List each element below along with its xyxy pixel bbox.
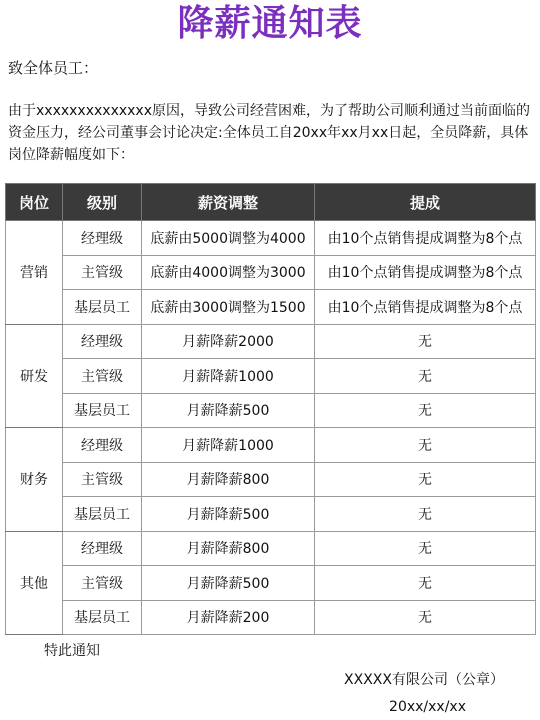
level-cell: 基层员工 [63,290,142,325]
level-cell: 经理级 [63,324,142,359]
salary-cell: 月薪降薪800 [142,462,315,497]
table-row [6,290,536,325]
salary-cell: 月薪降薪500 [142,393,315,428]
dept-cell: 财务 [6,428,63,532]
table-row [6,462,536,497]
commission-cell: 无 [315,324,536,359]
table-row [6,531,536,566]
salary-cell: 月薪降薪500 [142,566,315,601]
header-position: 岗位 [6,184,63,221]
dept-cell: 营销 [6,221,63,325]
closing-notice: 特此通知 [44,643,100,659]
table-row [6,221,536,256]
commission-cell: 无 [315,497,536,532]
commission-cell: 由10个点销售提成调整为8个点 [315,290,536,325]
header-salary: 薪资调整 [142,184,315,221]
commission-cell: 无 [315,531,536,566]
table-row [6,393,536,428]
dept-cell: 其他 [6,531,63,635]
salary-cell: 月薪降薪1000 [142,428,315,463]
level-cell: 主管级 [63,462,142,497]
table-row [6,324,536,359]
level-cell: 主管级 [63,255,142,290]
table-row [6,428,536,463]
salary-cell: 月薪降薪500 [142,497,315,532]
page-title: 降薪通知表 [177,3,363,44]
commission-cell: 无 [315,566,536,601]
commission-cell: 无 [315,428,536,463]
level-cell: 基层员工 [63,497,142,532]
salary-cell: 月薪降薪1000 [142,359,315,394]
salary-cell: 月薪降薪800 [142,531,315,566]
commission-cell: 由10个点销售提成调整为8个点 [315,255,536,290]
level-cell: 主管级 [63,566,142,601]
commission-cell: 无 [315,600,536,635]
level-cell: 主管级 [63,359,142,394]
level-cell: 基层员工 [63,393,142,428]
level-cell: 基层员工 [63,600,142,635]
level-cell: 经理级 [63,428,142,463]
table-row [6,255,536,290]
salary-cell: 底薪由3000调整为1500 [142,290,315,325]
salary-cell: 月薪降薪2000 [142,324,315,359]
table-row [6,497,536,532]
header-commission: 提成 [315,184,536,221]
commission-cell: 无 [315,359,536,394]
salary-cell: 底薪由5000调整为4000 [142,221,315,256]
level-cell: 经理级 [63,221,142,256]
table-body [6,221,536,635]
commission-cell: 无 [315,393,536,428]
dept-cell: 研发 [6,324,63,428]
intro-paragraph: 由于xxxxxxxxxxxxxx原因，导致公司经营困难，为了帮助公司顺利通过当前面临的资金压力，经公司董事会讨论决定:全体员工自20xx年xx月xx日起，全员降薪，具体岗位降薪幅度如下： [8,103,530,163]
table-row [6,359,536,394]
company-signature: XXXXX有限公司（公章） [344,672,504,688]
table-row [6,566,536,601]
table-row [6,600,536,635]
salary-table [5,183,536,635]
salary-cell: 月薪降薪200 [142,600,315,635]
level-cell: 经理级 [63,531,142,566]
table-header-row [6,184,536,221]
greeting: 致全体员工： [8,59,99,77]
commission-cell: 无 [315,462,536,497]
notice-date: 20xx/xx/xx [389,699,466,715]
commission-cell: 由10个点销售提成调整为8个点 [315,221,536,256]
header-level: 级别 [63,184,142,221]
salary-cell: 底薪由4000调整为3000 [142,255,315,290]
